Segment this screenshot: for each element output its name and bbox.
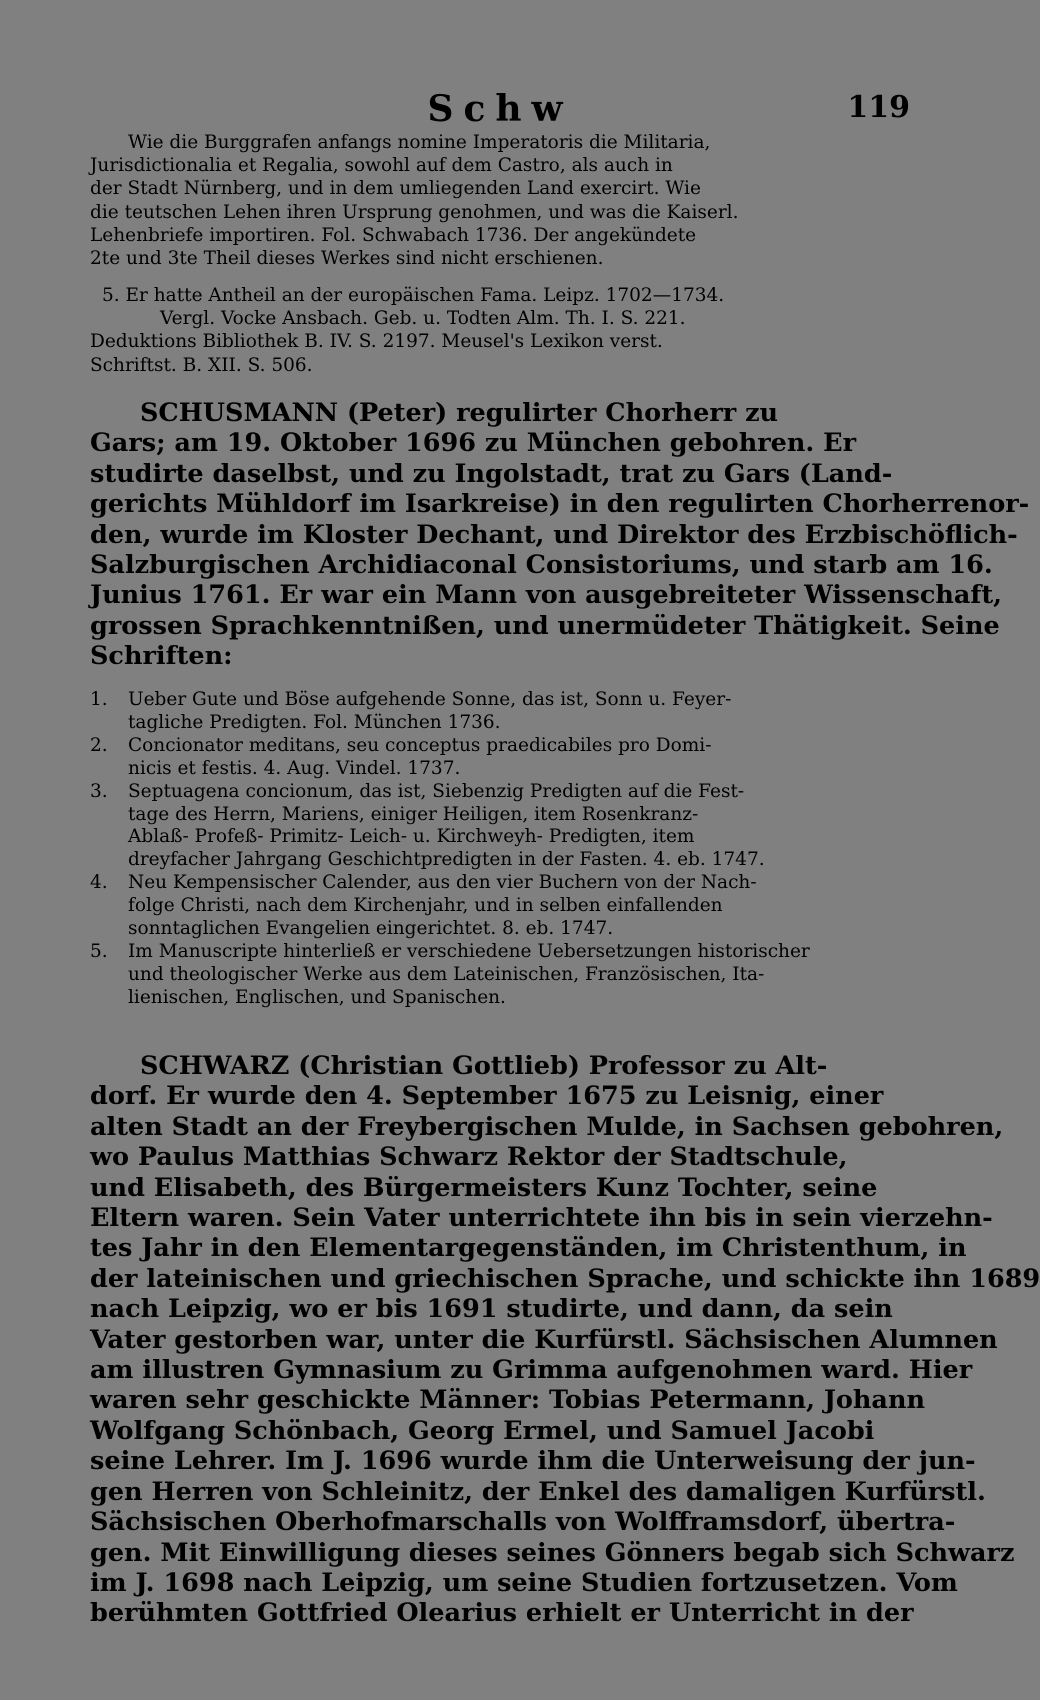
text-line: der Stadt Nürnberg, und in dem umliegenden Land exercirt. Wie bbox=[90, 178, 701, 200]
text-line: Deduktions Bibliothek B. IV. S. 2197. Meusel's Lexikon verst. bbox=[90, 331, 663, 353]
text-line: den, wurde im Kloster Dechant, und Direktor des Erzbischöflich- bbox=[90, 519, 1018, 550]
text-line: Eltern waren. Sein Vater unterrichtete ihn bis in sein vierzehn- bbox=[90, 1203, 993, 1234]
text-line: nach Leipzig, wo er bis 1691 studirte, und dann, da sein bbox=[90, 1294, 893, 1325]
text-line: tes Jahr in den Elementargegenständen, im Christenthum, in bbox=[90, 1233, 967, 1264]
text-line: lienischen, Englischen, und Spanischen. bbox=[128, 986, 506, 1008]
running-head: Schw bbox=[427, 88, 573, 130]
text-line: Schriftst. B. XII. S. 506. bbox=[90, 354, 313, 376]
text-line: gerichts Mühldorf im Isarkreise) in den regulirten Chorherrenor- bbox=[90, 489, 1030, 520]
text-line: Ablaß- Profeß- Primitz- Leich- u. Kirchweyh- Predigten, item bbox=[128, 826, 695, 848]
text-line: der lateinischen und griechischen Sprache, und schickte ihn 1689 bbox=[90, 1263, 1040, 1294]
text-line: studirte daselbst, und zu Ingolstadt, trat zu Gars (Land- bbox=[90, 458, 893, 489]
text-line: Wolfgang Schönbach, Georg Ermel, und Samuel Jacobi bbox=[90, 1415, 875, 1446]
text-line: waren sehr geschickte Männer: Tobias Petermann, Johann bbox=[90, 1385, 926, 1416]
text-line: am illustren Gymnasium zu Grimma aufgenohmen ward. Hier bbox=[90, 1355, 973, 1386]
text-line: die teutschen Lehen ihren Ursprung genohmen, und was die Kaiserl. bbox=[90, 201, 739, 223]
entry-schusmann bbox=[90, 398, 1030, 672]
work-item bbox=[90, 781, 905, 873]
text-line: Schriften: bbox=[90, 641, 233, 672]
continued-entry-text bbox=[90, 131, 905, 270]
text-line: Neu Kempensischer Calender, aus den vier Buchern von der Nach- bbox=[128, 872, 757, 894]
text-line: Salzburgischen Archidiaconal Consistoriums, und starb am 16. bbox=[90, 550, 993, 581]
text-line: sonntaglichen Evangelien eingerichtet. 8. eb. 1747. bbox=[128, 918, 614, 940]
text-line: wo Paulus Matthias Schwarz Rektor der Stadtschule, bbox=[90, 1142, 848, 1173]
work-number: 1. bbox=[90, 689, 108, 710]
text-line: grossen Sprachkenntnißen, und unermüdeter Thätigkeit. Seine bbox=[90, 610, 1000, 641]
text-line: berühmten Gottfried Olearius erhielt er Unterricht in der bbox=[90, 1598, 914, 1629]
text-line: Gars; am 19. Oktober 1696 zu München gebohren. Er bbox=[90, 428, 857, 459]
continued-entry-item-5 bbox=[90, 284, 905, 377]
text-line: und theologischer Werke aus dem Lateinischen, Französischen, Ita- bbox=[128, 963, 765, 985]
text-line: folge Christi, nach dem Kirchenjahr, und in selben einfallenden bbox=[128, 895, 723, 917]
text-line: Junius 1761. Er war ein Mann von ausgebreiteter Wissenschaft, bbox=[90, 580, 1003, 611]
work-item bbox=[90, 735, 905, 781]
page-number: 119 bbox=[847, 90, 910, 125]
entry-schwarz bbox=[90, 1051, 1040, 1629]
text-line: gen Herren von Schleinitz, der Enkel des damaligen Kurfürstl. bbox=[90, 1476, 986, 1507]
text-line: alten Stadt an der Freybergischen Mulde, in Sachsen gebohren, bbox=[90, 1111, 1004, 1142]
text-line: dorf. Er wurde den 4. September 1675 zu Leisnig, einer bbox=[90, 1081, 884, 1112]
text-line: Vergl. Vocke Ansbach. Geb. u. Todten Alm. Th. I. S. 221. bbox=[160, 308, 686, 330]
text-line: dreyfacher Jahrgang Geschichtpredigten in der Fasten. 4. eb. 1747. bbox=[128, 849, 765, 871]
text-line: Wie die Burggrafen anfangs nomine Imperatoris die Militaria, bbox=[128, 132, 711, 153]
work-number: 4. bbox=[90, 872, 108, 894]
text-line: nicis et festis. 4. Aug. Vindel. 1737. bbox=[128, 757, 461, 779]
text-line: Ueber Gute und Böse aufgehende Sonne, das ist, Sonn u. Feyer- bbox=[128, 689, 732, 710]
text-line: Im Manuscripte hinterließ er verschiedene Uebersetzungen historischer bbox=[128, 940, 810, 962]
text-line: tagliche Predigten. Fol. München 1736. bbox=[128, 711, 501, 733]
work-number: 3. bbox=[90, 780, 108, 802]
work-item bbox=[90, 941, 905, 1010]
text-line: Vater gestorben war, unter die Kurfürstl. Sächsischen Alumnen bbox=[90, 1324, 998, 1355]
works-list bbox=[90, 689, 905, 1010]
text-line: Jurisdictionalia et Regalia, sowohl auf dem Castro, als auch in bbox=[90, 155, 673, 177]
page-header bbox=[0, 88, 1000, 128]
work-item bbox=[90, 689, 905, 735]
work-item bbox=[90, 872, 905, 941]
text-line: und Elisabeth, des Bürgermeisters Kunz Tochter, seine bbox=[90, 1172, 878, 1203]
text-line: Sächsischen Oberhofmarschalls von Wolfframsdorf, übertra- bbox=[90, 1507, 956, 1538]
work-number: 5. bbox=[90, 940, 108, 962]
entry-heading-line: SCHWARZ (Christian Gottlieb) Professor zu Alt- bbox=[140, 1051, 828, 1081]
text-line: gen. Mit Einwilligung dieses seines Gönners begab sich Schwarz bbox=[90, 1537, 1015, 1568]
text-line: Concionator meditans, seu conceptus praedicabiles pro Domi- bbox=[128, 734, 712, 756]
text-line: Lehenbriefe importiren. Fol. Schwabach 1736. Der angekündete bbox=[90, 224, 697, 246]
text-line: 2te und 3te Theil dieses Werkes sind nicht erschienen. bbox=[90, 248, 604, 270]
entry-heading-line: SCHUSMANN (Peter) regulirter Chorherr zu bbox=[140, 398, 779, 428]
work-number: 2. bbox=[90, 734, 108, 756]
text-line: seine Lehrer. Im J. 1696 wurde ihm die Unterweisung der jun- bbox=[90, 1446, 976, 1477]
text-line: 5. Er hatte Antheil an der europäischen Fama. Leipz. 1702—1734. bbox=[102, 285, 725, 306]
text-line: Septuagena concionum, das ist, Siebenzig Predigten auf die Fest- bbox=[128, 780, 745, 802]
text-line: tage des Herrn, Mariens, einiger Heiligen, item Rosenkranz- bbox=[128, 803, 699, 825]
text-line: im J. 1698 nach Leipzig, um seine Studien fortzusetzen. Vom bbox=[90, 1567, 958, 1598]
